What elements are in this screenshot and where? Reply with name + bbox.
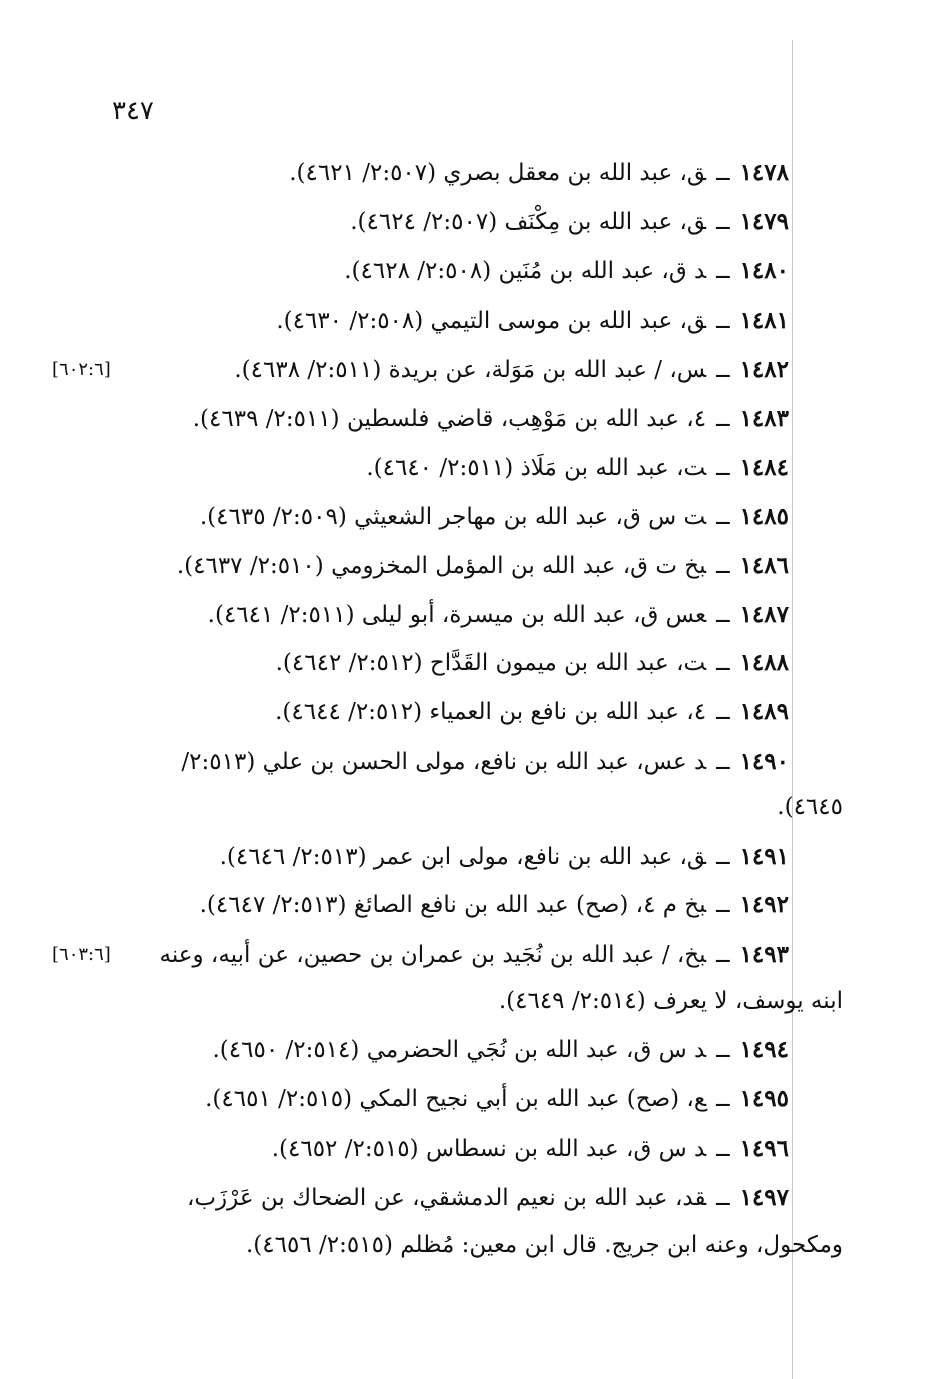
entry-text: د عس، عبد الله بن نافع، مولى الحسن بن علي (٢:٥١٣/ [181, 749, 707, 775]
margin-note-1482: [٦٠٢:٦] [52, 359, 111, 380]
entry-text: ٤، عبد الله بن نافع بن العمياء (٢:٥١٢/ ٤٦٤٤). [275, 699, 707, 725]
entry-1484 [366, 445, 789, 491]
entry-number: ١٤٨٤ [739, 454, 789, 481]
entry-dash: ــ [716, 504, 730, 530]
entry-text: س، / عبد الله بن مَوَلة، عن بريدة (٢:٥١١/ ٤٦٣٨). [234, 357, 707, 383]
entry-dash: ــ [716, 844, 730, 870]
entry-1483 [193, 396, 789, 442]
entry-number: ١٤٩٢ [739, 891, 789, 918]
entry-number: ١٤٧٨ [739, 159, 789, 186]
entry-text: ٤، عبد الله بن مَوْهِب، قاضي فلسطين (٢:٥١١/ ٤٦٣٩). [192, 406, 707, 432]
entry-1490 [181, 739, 789, 785]
entry-text: عس ق، عبد الله بن ميسرة، أبو ليلى (٢:٥١١/ ٤٦٤١). [207, 602, 707, 628]
entry-text: ت، عبد الله بن مَلَاذ (٢:٥١١/ ٤٦٤٠). [366, 455, 707, 481]
entry-number: ١٤٧٩ [739, 208, 789, 235]
entry-1497 [187, 1175, 789, 1221]
entry-text: بخ ت ق، عبد الله بن المؤمل المخزومي (٢:٥١٠/ ٤٦٣٧). [176, 553, 707, 579]
entry-1486 [177, 543, 789, 589]
entry-number: ١٤٩٦ [739, 1135, 789, 1162]
entry-dash: ــ [716, 942, 730, 968]
entry-dash: ــ [716, 258, 730, 284]
entry-text: د س ق، عبد الله بن نُجَي الحضرمي (٢:٥١٤/ ٤٦٥٠). [212, 1037, 707, 1063]
entry-dash: ــ [716, 209, 730, 235]
entry-text: ق، عبد الله بن موسى التيمي (٢:٥٠٨/ ٤٦٣٠). [276, 308, 707, 334]
entry-1494 [212, 1027, 789, 1073]
entry-number: ١٤٨٦ [739, 552, 789, 579]
entry-number: ١٤٨٥ [739, 503, 789, 530]
entry-1478 [289, 150, 789, 196]
margin-rule [792, 40, 793, 1379]
entry-dash: ــ [716, 357, 730, 383]
entry-dash: ــ [716, 455, 730, 481]
entry-1493 [159, 932, 789, 978]
entry-1496 [272, 1126, 789, 1172]
page-number: ٣٤٧ [112, 96, 154, 126]
entry-number: ١٤٨١ [739, 307, 789, 334]
entry-number: ١٤٨٩ [739, 698, 789, 725]
entry-number: ١٤٩٣ [739, 941, 789, 968]
entry-dash: ــ [716, 1037, 730, 1063]
entry-text: بخ، / عبد الله بن نُجَيد بن عمران بن حصين، عن أبيه، وعنه [159, 942, 707, 968]
entry-text: ت، عبد الله بن ميمون القَدَّاح (٢:٥١٢/ ٤٦٤٢). [275, 650, 707, 676]
entry-dash: ــ [716, 308, 730, 334]
entry-1487 [208, 592, 789, 638]
entry-1491 [220, 834, 789, 880]
entry-1488 [276, 640, 789, 686]
entry-1479 [350, 199, 789, 245]
entry-dash: ــ [716, 553, 730, 579]
entry-dash: ــ [716, 650, 730, 676]
entry-number: ١٤٩٥ [739, 1085, 789, 1112]
entry-1481 [276, 298, 789, 344]
entry-text: د س ق، عبد الله بن نسطاس (٢:٥١٥/ ٤٦٥٢). [271, 1136, 707, 1162]
entry-number: ١٤٩٤ [739, 1036, 789, 1063]
entry-text: د ق، عبد الله بن مُنَين (٢:٥٠٨/ ٤٦٢٨). [344, 258, 707, 284]
entry-dash: ــ [716, 406, 730, 432]
entry-number: ١٤٩١ [739, 843, 789, 870]
entry-1493-continuation: ابنه يوسف، لا يعرف (٢:٥١٤/ ٤٦٤٩). [498, 988, 843, 1014]
entry-number: ١٤٨٣ [739, 405, 789, 432]
entry-1482 [234, 347, 789, 393]
entry-1480 [344, 248, 789, 294]
entry-dash: ــ [716, 160, 730, 186]
entry-dash: ــ [716, 892, 730, 918]
entry-number: ١٤٨٨ [739, 649, 789, 676]
entry-number: ١٤٩٧ [739, 1184, 789, 1211]
entry-dash: ــ [716, 602, 730, 628]
entry-dash: ــ [716, 699, 730, 725]
entry-text: قد، عبد الله بن نعيم الدمشقي، عن الضحاك بن عَرْزَب، [186, 1185, 707, 1211]
entry-text: ق، عبد الله بن نافع، مولى ابن عمر (٢:٥١٣/ ٤٦٤٦). [219, 844, 707, 870]
entry-1490-continuation: ٤٦٤٥). [777, 794, 843, 820]
entry-number: ١٤٨٢ [739, 356, 789, 383]
entry-dash: ــ [716, 1086, 730, 1112]
entry-dash: ــ [716, 1136, 730, 1162]
entry-1485 [200, 494, 789, 540]
entry-dash: ــ [716, 749, 730, 775]
margin-note-1493: [٦٠٣:٦] [52, 944, 111, 965]
entry-text: ق، عبد الله بن مِكْنَف (٢:٥٠٧/ ٤٦٢٤). [350, 209, 707, 235]
entry-1497-continuation: ومكحول، وعنه ابن جريج. قال ابن معين: مُظلم (٢:٥١٥/ ٤٦٥٦). [245, 1232, 843, 1258]
entry-1495 [205, 1076, 789, 1122]
entry-number: ١٤٩٠ [739, 748, 789, 775]
entry-dash: ــ [716, 1185, 730, 1211]
entry-text: ت س ق، عبد الله بن مهاجر الشعيثي (٢:٥٠٩/ ٤٦٣٥). [199, 504, 707, 530]
entry-text: ع، (صح) عبد الله بن أبي نجيح المكي (٢:٥١٥/ ٤٦٥١). [205, 1086, 707, 1112]
entry-text: بخ م ٤، (صح) عبد الله بن نافع الصائغ (٢:٥١٣/ ٤٦٤٧). [199, 892, 707, 918]
entry-text: ق، عبد الله بن معقل بصري (٢:٥٠٧/ ٤٦٢١). [289, 160, 707, 186]
entry-1489 [275, 689, 789, 735]
entry-number: ١٤٨٧ [739, 601, 789, 628]
entry-number: ١٤٨٠ [739, 257, 789, 284]
entry-1492 [200, 882, 789, 928]
